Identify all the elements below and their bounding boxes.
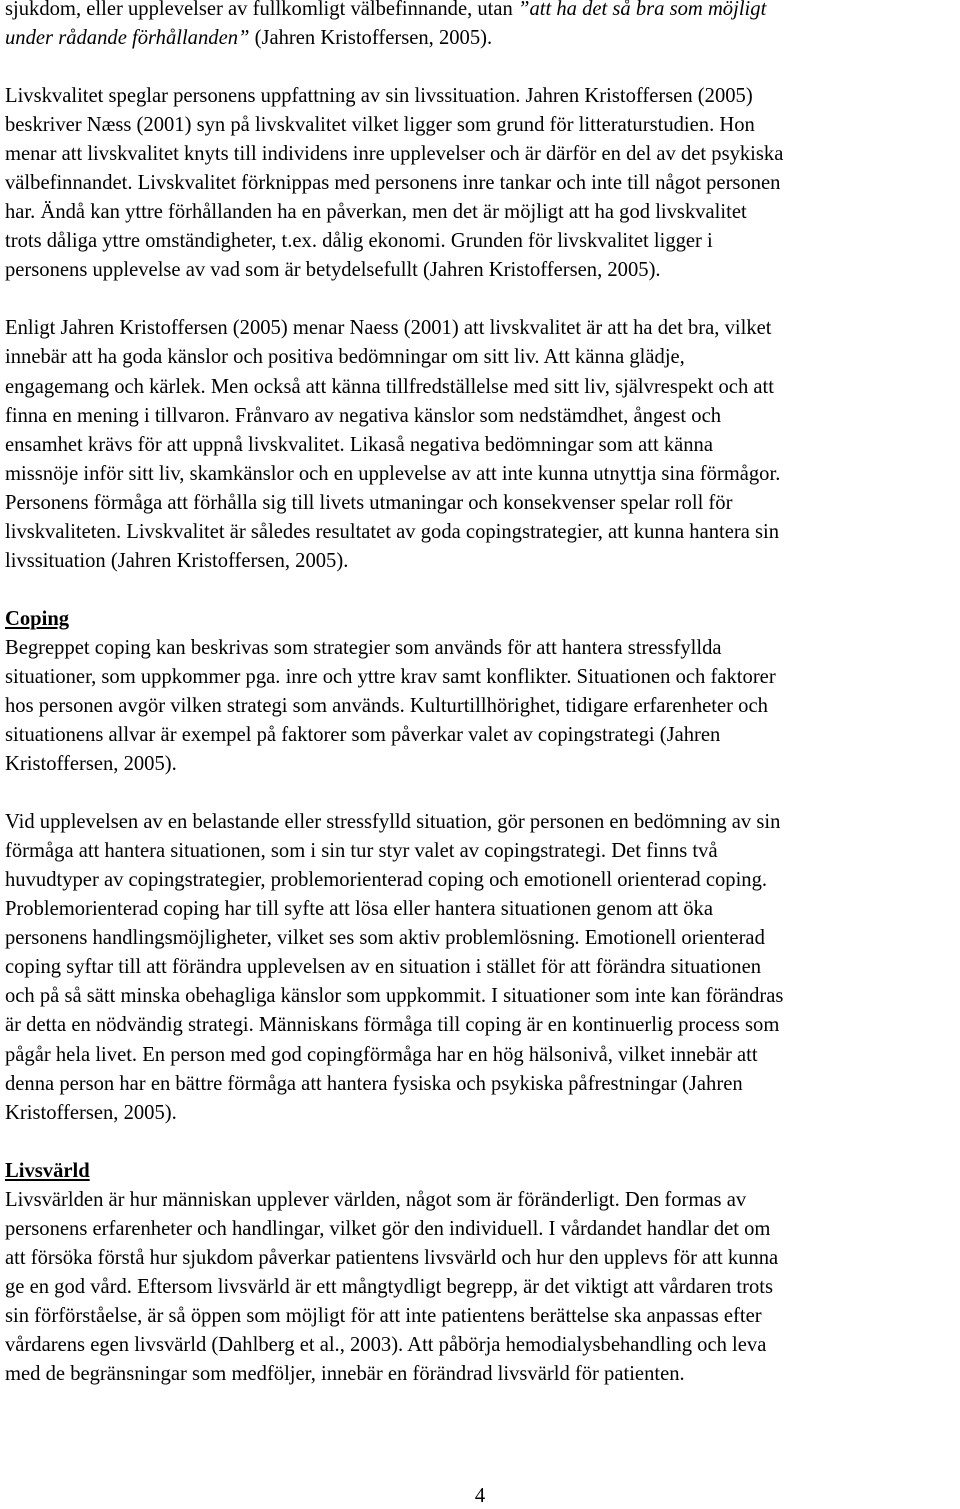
text-line: livskvaliteten. Livskvalitet är således resultatet av goda copingstrategier, att kunna hantera sin <box>5 520 780 543</box>
text-line: Livskvalitet speglar personens uppfattning av sin livssituation. Jahren Kristoffersen (2005) <box>5 85 753 108</box>
text-line: personens upplevelse av vad som är betydelsefullt (Jahren Kristoffersen, 2005). <box>5 259 661 282</box>
text-line: Kristoffersen, 2005). <box>5 1101 177 1124</box>
text-run: (Jahren Kristoffersen, 2005). <box>249 27 493 50</box>
text-line: är detta en nödvändig strategi. Människans förmåga till coping är en kontinuerlig process som <box>5 1014 780 1037</box>
text-line: sin förförståelse, är så öppen som möjligt för att inte patientens berättelse ska anpassas efter <box>5 1304 762 1327</box>
text-line: denna person har en bättre förmåga att hantera fysiska och psykiska påfrestningar (Jahren <box>5 1072 743 1095</box>
text-line: pågår hela livet. En person med god copingförmåga har en hög hälsonivå, vilket innebär att <box>5 1043 758 1066</box>
paragraph-spacer <box>5 576 955 605</box>
text-line: har. Ändå kan yttre förhållanden ha en påverkan, men det är möjligt att ha god livskvalitet <box>5 201 747 224</box>
text-line: Personens förmåga att förhålla sig till livets utmaningar och konsekvenser spelar roll för <box>5 491 733 514</box>
paragraph-intro <box>5 0 955 53</box>
text-line: huvudtyper av copingstrategier, problemorienterad coping och emotionell orienterad coping. <box>5 869 768 892</box>
text-line: att försöka förstå hur sjukdom påverkar patientens livsvärld och hur den upplevs för att kunna <box>5 1246 779 1269</box>
text-line: och på så sätt minska obehagliga känslor som uppkommit. I situationer som inte kan förändras <box>5 985 784 1008</box>
paragraph-coping-2 <box>5 808 955 1128</box>
paragraph-livskvalitet-2 <box>5 314 955 575</box>
text-line <box>5 0 955 24</box>
paragraph-livskvalitet-1 <box>5 82 955 285</box>
text-line: trots dåliga yttre omständigheter, t.ex. dålig ekonomi. Grunden för livskvalitet ligger i <box>5 230 713 253</box>
text-line: Problemorienterad coping har till syfte att lösa eller hantera situationen genom att öka <box>5 898 713 921</box>
text-line: Vid upplevelsen av en belastande eller stressfylld situation, gör personen en bedömning av sin <box>5 811 781 834</box>
text-line: ensamhet krävs för att uppnå livskvalitet. Likaså negativa bedömningar som att känna <box>5 433 713 456</box>
page-number: 4 <box>474 1485 486 1507</box>
text-line: Enligt Jahren Kristoffersen (2005) menar Naess (2001) att livskvalitet är att ha det bra, vilket <box>5 317 772 340</box>
text-line: med de begränsningar som medföljer, innebär en förändrad livsvärld för patienten. <box>5 1362 685 1385</box>
section-coping <box>5 605 955 779</box>
paragraph-spacer <box>5 53 955 82</box>
text-line: hos personen avgör vilken strategi som används. Kulturtillhörighet, tidigare erfarenheter och <box>5 694 768 717</box>
text-line: förmåga att hantera situationen, som i sin tur styr valet av copingstrategi. Det finns två <box>5 840 718 863</box>
text-line <box>5 24 955 53</box>
text-line: innebär att ha goda känslor och positiva bedömningar om sitt liv. Att känna glädje, <box>5 346 685 369</box>
section-heading-coping: Coping <box>5 607 70 630</box>
text-line: personens handlingsmöjligheter, vilket ses som aktiv problemlösning. Emotionell orienterad <box>5 927 765 950</box>
document-page <box>5 0 955 1389</box>
text-line: Kristoffersen, 2005). <box>5 753 177 776</box>
section-livsvarld <box>5 1157 955 1389</box>
paragraph-spacer <box>5 285 955 314</box>
text-line: finna en mening i tillvaron. Frånvaro av negativa känslor som nedstämdhet, ångest och <box>5 404 722 427</box>
italic-quote: under rådande förhållanden” <box>5 27 250 50</box>
paragraph-spacer <box>5 1128 955 1157</box>
text-line: engagemang och kärlek. Men också att känna tillfredställelse med sitt liv, självrespekt och att <box>5 375 774 398</box>
text-line: personens erfarenheter och handlingar, vilket gör den individuell. I vårdandet handlar det om <box>5 1217 771 1240</box>
text-line: livssituation (Jahren Kristoffersen, 2005). <box>5 549 349 572</box>
text-line: beskriver Næss (2001) syn på livskvalitet vilket ligger som grund för litteraturstudien. Hon <box>5 114 755 137</box>
text-line: coping syftar till att förändra upplevelsen av en situation i stället för att förändra situationen <box>5 956 762 979</box>
paragraph-spacer <box>5 779 955 808</box>
text-line: situationens allvar är exempel på faktorer som påverkar valet av copingstrategi (Jahren <box>5 724 721 747</box>
text-run: sjukdom, eller upplevelser av fullkomligt välbefinnande, utan <box>5 0 518 20</box>
text-line: ge en god vård. Eftersom livsvärld är ett mångtydligt begrepp, är det viktigt att vårdaren trots <box>5 1275 774 1298</box>
text-line: missnöje inför sitt liv, skamkänslor och en upplevelse av att inte kunna utnyttja sina förmågor. <box>5 462 781 485</box>
text-line: Begreppet coping kan beskrivas som strategier som används för att hantera stressfyllda <box>5 636 722 659</box>
text-line: vårdarens egen livsvärld (Dahlberg et al., 2003). Att påbörja hemodialysbehandling och leva <box>5 1333 767 1356</box>
italic-quote: ”att ha det så bra som möjligt <box>518 0 767 20</box>
text-line: menar att livskvalitet knyts till individens inre upplevelser och är därför en del av det psykiska <box>5 143 784 166</box>
text-line: situationer, som uppkommer pga. inre och yttre krav samt konflikter. Situationen och faktorer <box>5 665 776 688</box>
section-heading-livsvarld: Livsvärld <box>5 1159 90 1182</box>
text-line: Livsvärlden är hur människan upplever världen, något som är föränderligt. Den formas av <box>5 1188 747 1211</box>
text-line: välbefinnandet. Livskvalitet förknippas med personens inre tankar och inte till något personen <box>5 172 781 195</box>
